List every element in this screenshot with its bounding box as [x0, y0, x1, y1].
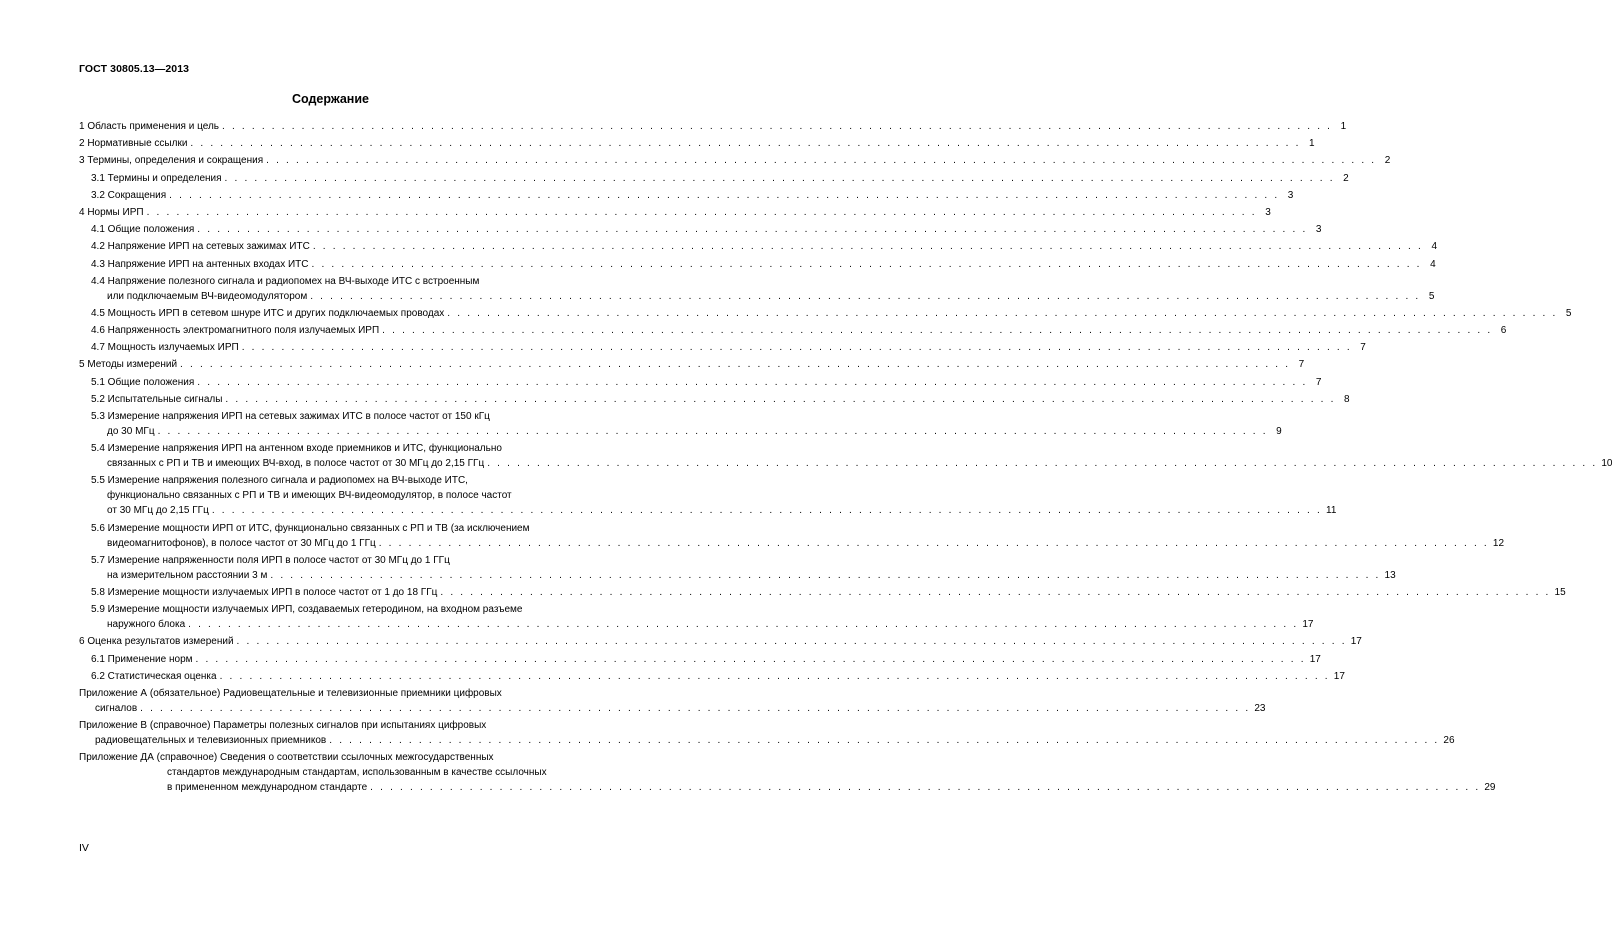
toc-page-number: 29 — [1484, 782, 1496, 794]
toc-entry-text: 5.8 Измерение мощности излучаемых ИРП в полосе частот от 1 до 18 ГГц — [91, 586, 438, 598]
toc-entry[interactable] — [79, 553, 1396, 583]
toc-page-number: 17 — [1302, 619, 1314, 631]
dot-leader: . . . . . . . . . . . . . . . . . . . . . . . . . . . . . . . . . . . . . . . . . . . . . . . . . . . . . . . . . . . . . . . . . . . . . . . . . . . . . . . . . . . . . . . . . . . . . . . . . . . . . . . . . . . . . . . . — [169, 189, 1280, 201]
toc-page-number: 12 — [1492, 537, 1505, 549]
toc-entry-text: 5 Методы измерений — [79, 359, 178, 371]
toc-entry[interactable] — [79, 222, 1322, 237]
toc-entry-text: наружного блока — [107, 619, 186, 631]
dot-leader: . . . . . . . . . . . . . . . . . . . . . . . . . . . . . . . . . . . . . . . . . . . . . . . . . . . . . . . . . . . . . . . . . . . . . . . . . . . . . . . . . . . . . . . . . . . . . . . . . . . . . . . . . . . . . . . . — [157, 426, 1268, 437]
dot-leader: . . . . . . . . . . . . . . . . . . . . . . . . . . . . . . . . . . . . . . . . . . . . . . . . . . . . . . . . . . . . . . . . . . . . . . . . . . . . . . . . . . . . . . . . . . . . . . . . . . . . . . . . . . . . . . . . — [188, 619, 1299, 631]
toc-page-number: 2 — [1343, 172, 1349, 184]
dot-leader: . . . . . . . . . . . . . . . . . . . . . . . . . . . . . . . . . . . . . . . . . . . . . . . . . . . . . . . . . . . . . . . . . . . . . . . . . . . . . . . . . . . . . . . . . . . . . . . . . . . . . . . . . . . . . . . . — [224, 172, 1335, 184]
toc-entry-text: 5.1 Общие положения — [91, 376, 195, 388]
toc-entry-text: 5.7 Измерение напряженности поля ИРП в полосе частот от 30 МГц до 1 ГГц — [91, 554, 450, 566]
toc-page-number: 7 — [1298, 359, 1305, 371]
toc-entry-text: или подключаемым ВЧ-видеомодулятором — [107, 290, 308, 302]
toc-page-number: 7 — [1315, 376, 1322, 388]
dot-leader: . . . . . . . . . . . . . . . . . . . . . . . . . . . . . . . . . . . . . . . . . . . . . . . . . . . . . . . . . . . . . . . . . . . . . . . . . . . . . . . . . . . . . . . . . . . . . . . . . . . . . . . . . . . . . . . . — [197, 224, 1308, 236]
toc-page-number: 8 — [1344, 393, 1350, 405]
dot-leader: . . . . . . . . . . . . . . . . . . . . . . . . . . . . . . . . . . . . . . . . . . . . . . . . . . . . . . . . . . . . . . . . . . . . . . . . . . . . . . . . . . . . . . . . . . . . . . . . . . . . . . . . . . . . . . . . — [219, 670, 1330, 682]
toc-entry-text: 4 Нормы ИРП — [79, 206, 144, 218]
toc-entry-text: 4.3 Напряжение ИРП на антенных входах ИТС — [91, 258, 309, 270]
toc-entry-text: 1 Область применения и цель — [79, 121, 219, 132]
toc-entry-text: в примененном международном стандарте — [167, 782, 368, 794]
toc-page-number: 10 — [1601, 458, 1613, 470]
toc-entry[interactable] — [79, 652, 1321, 667]
toc-page-number: 3 — [1287, 189, 1294, 201]
toc-entry-text: 4.6 Напряженность электромагнитного поля излучаемых ИРП — [91, 325, 380, 337]
toc-entry-text: Приложение В (справочное) Параметры полезных сигналов при испытаниях цифровых — [79, 720, 487, 732]
toc-entry-text: 5.4 Измерение напряжения ИРП на антенном входе приемников и ИТС, функционально — [91, 443, 502, 455]
toc-entry-text: 5.5 Измерение напряжения полезного сигнала и радиопомех на ВЧ-выходе ИТС, — [91, 475, 468, 487]
toc-entry[interactable] — [79, 375, 1322, 390]
dot-leader: . . . . . . . . . . . . . . . . . . . . . . . . . . . . . . . . . . . . . . . . . . . . . . . . . . . . . . . . . . . . . . . . . . . . . . . . . . . . . . . . . . . . . . . . . . . . . . . . . . . . . . . . . . . . . . . . — [370, 782, 1481, 794]
toc-entry[interactable] — [79, 153, 1391, 168]
dot-leader: . . . . . . . . . . . . . . . . . . . . . . . . . . . . . . . . . . . . . . . . . . . . . . . . . . . . . . . . . . . . . . . . . . . . . . . . . . . . . . . . . . . . . . . . . . . . . . . . . . . . . . . . . . . . . . . . — [487, 458, 1598, 470]
toc-entry[interactable] — [79, 392, 1350, 407]
dot-leader: . . . . . . . . . . . . . . . . . . . . . . . . . . . . . . . . . . . . . . . . . . . . . . . . . . . . . . . . . . . . . . . . . . . . . . . . . . . . . . . . . . . . . . . . . . . . . . . . . . . . . . . . . . . . . . . . — [140, 702, 1251, 714]
dot-leader: . . . . . . . . . . . . . . . . . . . . . . . . . . . . . . . . . . . . . . . . . . . . . . . . . . . . . . . . . . . . . . . . . . . . . . . . . . . . . . . . . . . . . . . . . . . . . . . . . . . . . . . . . . . . . . . . — [211, 505, 1322, 517]
document-code: ГОСТ 30805.13—2013 — [79, 63, 190, 75]
toc-entry-text: 3.2 Сокращения — [91, 189, 167, 201]
toc-entry[interactable] — [79, 750, 1496, 795]
toc-entry-text: 2 Нормативные ссылки — [79, 138, 188, 150]
toc-entry[interactable] — [79, 718, 1455, 748]
toc-entry-text: 6.1 Применение норм — [91, 653, 193, 665]
toc-entry[interactable] — [79, 409, 1282, 439]
toc-entry[interactable] — [79, 306, 1572, 321]
dot-leader: . . . . . . . . . . . . . . . . . . . . . . . . . . . . . . . . . . . . . . . . . . . . . . . . . . . . . . . . . . . . . . . . . . . . . . . . . . . . . . . . . . . . . . . . . . . . . . . . . . . . . . . . . . . . . . . . — [447, 307, 1558, 319]
toc-page-number: 4 — [1431, 241, 1437, 253]
toc-entry[interactable] — [79, 521, 1505, 551]
toc-page-number: 9 — [1276, 426, 1282, 437]
table-of-contents — [79, 119, 1613, 797]
toc-page-number: 17 — [1333, 670, 1345, 682]
toc-page-number: 6 — [1500, 325, 1507, 337]
toc-page-number: 1 — [1309, 138, 1315, 150]
dot-leader: . . . . . . . . . . . . . . . . . . . . . . . . . . . . . . . . . . . . . . . . . . . . . . . . . . . . . . . . . . . . . . . . . . . . . . . . . . . . . . . . . . . . . . . . . . . . . . . . . . . . . . . . . . . . . . . . — [270, 569, 1381, 581]
toc-entry-text: 3.1 Термины и определения — [91, 172, 222, 184]
toc-page-number: 4 — [1430, 258, 1436, 270]
toc-page-number: 11 — [1326, 505, 1337, 517]
toc-entry[interactable] — [79, 171, 1349, 186]
toc-entry[interactable] — [79, 239, 1437, 254]
toc-entry[interactable] — [79, 188, 1294, 203]
toc-entry[interactable] — [79, 473, 1337, 518]
toc-page-number: 23 — [1254, 702, 1266, 714]
toc-page-number: 5 — [1565, 307, 1572, 319]
toc-entry-text: 5.6 Измерение мощности ИРП от ИТС, функционально связанных с РП и ТВ (за исключением — [91, 522, 530, 534]
toc-entry-text: 6.2 Статистическая оценка — [91, 670, 217, 682]
toc-entry-text: Приложение ДА (справочное) Сведения о соответствии ссылочных межгосударственных — [79, 752, 494, 764]
toc-page-number: 1 — [1340, 121, 1347, 132]
dot-leader: . . . . . . . . . . . . . . . . . . . . . . . . . . . . . . . . . . . . . . . . . . . . . . . . . . . . . . . . . . . . . . . . . . . . . . . . . . . . . . . . . . . . . . . . . . . . . . . . . . . . . . . . . . . . . . . . — [190, 138, 1301, 150]
dot-leader: . . . . . . . . . . . . . . . . . . . . . . . . . . . . . . . . . . . . . . . . . . . . . . . . . . . . . . . . . . . . . . . . . . . . . . . . . . . . . . . . . . . . . . . . . . . . . . . . . . . . . . . . . . . . . . . . — [236, 636, 1347, 648]
toc-entry-text: 4.1 Общие положения — [91, 224, 195, 236]
toc-entry-text: на измерительном расстоянии 3 м — [107, 569, 268, 581]
toc-entry-text: до 30 МГц — [107, 426, 155, 437]
toc-entry-text: 4.5 Мощность ИРП в сетевом шнуре ИТС и других подключаемых проводах — [91, 307, 445, 319]
toc-page-number: 15 — [1554, 586, 1566, 598]
dot-leader: . . . . . . . . . . . . . . . . . . . . . . . . . . . . . . . . . . . . . . . . . . . . . . . . . . . . . . . . . . . . . . . . . . . . . . . . . . . . . . . . . . . . . . . . . . . . . . . . . . . . . . . . . . . . . . . . — [382, 325, 1493, 337]
toc-entry-text: 5.9 Измерение мощности излучаемых ИРП, создаваемых гетеродином, на входном разъеме — [91, 604, 523, 616]
toc-entry-text: радиовещательных и телевизионных приемников — [95, 735, 327, 747]
dot-leader: . . . . . . . . . . . . . . . . . . . . . . . . . . . . . . . . . . . . . . . . . . . . . . . . . . . . . . . . . . . . . . . . . . . . . . . . . . . . . . . . . . . . . . . . . . . . . . . . . . . . . . . . . . . . . . . . — [146, 206, 1257, 218]
toc-entry-text: функционально связанных с РП и ТВ и имеющих ВЧ-видеомодулятор, в полосе частот — [107, 490, 512, 502]
page-number: IV — [79, 842, 89, 854]
dot-leader: . . . . . . . . . . . . . . . . . . . . . . . . . . . . . . . . . . . . . . . . . . . . . . . . . . . . . . . . . . . . . . . . . . . . . . . . . . . . . . . . . . . . . . . . . . . . . . . . . . . . . . . . . . . . . . . . — [195, 653, 1306, 665]
toc-entry-text: связанных с РП и ТВ и имеющих ВЧ-вход, в полосе частот от 30 МГц до 2,15 ГГц — [107, 458, 485, 470]
toc-page-number: 26 — [1443, 735, 1455, 747]
toc-entry[interactable] — [79, 686, 1266, 716]
toc-entry-text: от 30 МГц до 2,15 ГГц — [107, 505, 209, 517]
page-title: Содержание — [291, 92, 369, 106]
toc-entry-text: 4.2 Напряжение ИРП на сетевых зажимах ИТС — [91, 241, 310, 253]
dot-leader: . . . . . . . . . . . . . . . . . . . . . . . . . . . . . . . . . . . . . . . . . . . . . . . . . . . . . . . . . . . . . . . . . . . . . . . . . . . . . . . . . . . . . . . . . . . . . . . . . . . . . . . . . . . . . . . . — [378, 537, 1489, 549]
toc-page-number: 17 — [1350, 636, 1362, 648]
dot-leader: . . . . . . . . . . . . . . . . . . . . . . . . . . . . . . . . . . . . . . . . . . . . . . . . . . . . . . . . . . . . . . . . . . . . . . . . . . . . . . . . . . . . . . . . . . . . . . . . . . . . . . . . . . . . . . . . — [440, 586, 1551, 598]
toc-entry[interactable] — [79, 357, 1305, 372]
toc-page-number: 17 — [1309, 653, 1321, 665]
toc-entry-text: стандартов международным стандартам, использованным в качестве ссылочных — [167, 767, 547, 779]
dot-leader: . . . . . . . . . . . . . . . . . . . . . . . . . . . . . . . . . . . . . . . . . . . . . . . . . . . . . . . . . . . . . . . . . . . . . . . . . . . . . . . . . . . . . . . . . . . . . . . . . . . . . . . . . . . . . . . . — [225, 393, 1336, 405]
toc-entry[interactable] — [79, 602, 1314, 632]
toc-entry[interactable] — [79, 136, 1315, 151]
toc-entry[interactable] — [79, 119, 1347, 134]
toc-entry-text: 5.3 Измерение напряжения ИРП на сетевых зажимах ИТС в полосе частот от 150 кГц — [91, 411, 490, 422]
toc-entry[interactable] — [79, 441, 1613, 471]
toc-page-number: 2 — [1384, 155, 1391, 167]
toc-page-number: 7 — [1360, 342, 1366, 354]
toc-entry-text: 3 Термины, определения и сокращения — [79, 155, 264, 167]
toc-entry-text: 4.4 Напряжение полезного сигнала и радиопомех на ВЧ-выходе ИТС с встроенным — [91, 275, 480, 287]
toc-entry-text: Приложение А (обязательное) Радиовещательные и телевизионные приемники цифровых — [79, 687, 502, 699]
toc-page-number: 3 — [1265, 206, 1271, 218]
toc-entry-text: видеомагнитофонов), в полосе частот от 30 МГц до 1 ГГц — [107, 537, 376, 549]
toc-entry[interactable] — [79, 274, 1435, 304]
toc-entry[interactable] — [79, 205, 1271, 220]
toc-entry[interactable] — [79, 634, 1362, 649]
toc-page-number: 3 — [1315, 224, 1322, 236]
dot-leader: . . . . . . . . . . . . . . . . . . . . . . . . . . . . . . . . . . . . . . . . . . . . . . . . . . . . . . . . . . . . . . . . . . . . . . . . . . . . . . . . . . . . . . . . . . . . . . . . . . . . . . . . . . . . . . . . — [241, 342, 1352, 354]
dot-leader: . . . . . . . . . . . . . . . . . . . . . . . . . . . . . . . . . . . . . . . . . . . . . . . . . . . . . . . . . . . . . . . . . . . . . . . . . . . . . . . . . . . . . . . . . . . . . . . . . . . . . . . . . . . . . . . . — [197, 376, 1308, 388]
toc-page-number: 5 — [1428, 290, 1435, 302]
toc-entry-text: 6 Оценка результатов измерений — [79, 636, 234, 648]
dot-leader: . . . . . . . . . . . . . . . . . . . . . . . . . . . . . . . . . . . . . . . . . . . . . . . . . . . . . . . . . . . . . . . . . . . . . . . . . . . . . . . . . . . . . . . . . . . . . . . . . . . . . . . . . . . . . . . . — [310, 290, 1421, 302]
toc-entry-text: 5.2 Испытательные сигналы — [91, 393, 223, 405]
toc-entry-text: сигналов — [95, 702, 138, 714]
toc-entry[interactable] — [79, 323, 1507, 338]
toc-page-number: 13 — [1384, 569, 1396, 581]
dot-leader: . . . . . . . . . . . . . . . . . . . . . . . . . . . . . . . . . . . . . . . . . . . . . . . . . . . . . . . . . . . . . . . . . . . . . . . . . . . . . . . . . . . . . . . . . . . . . . . . . . . . . . . . . . . . . . . . — [329, 735, 1440, 747]
toc-entry[interactable] — [79, 585, 1566, 600]
dot-leader: . . . . . . . . . . . . . . . . . . . . . . . . . . . . . . . . . . . . . . . . . . . . . . . . . . . . . . . . . . . . . . . . . . . . . . . . . . . . . . . . . . . . . . . . . . . . . . . . . . . . . . . . . . . . . . . . — [180, 359, 1291, 371]
dot-leader: . . . . . . . . . . . . . . . . . . . . . . . . . . . . . . . . . . . . . . . . . . . . . . . . . . . . . . . . . . . . . . . . . . . . . . . . . . . . . . . . . . . . . . . . . . . . . . . . . . . . . . . . . . . . . . . . — [311, 258, 1422, 270]
toc-entry[interactable] — [79, 669, 1345, 684]
toc-entry-text: 4.7 Мощность излучаемых ИРП — [91, 342, 239, 354]
dot-leader: . . . . . . . . . . . . . . . . . . . . . . . . . . . . . . . . . . . . . . . . . . . . . . . . . . . . . . . . . . . . . . . . . . . . . . . . . . . . . . . . . . . . . . . . . . . . . . . . . . . . . . . . . . . . . . . . — [266, 155, 1377, 167]
toc-entry[interactable] — [79, 340, 1366, 355]
dot-leader: . . . . . . . . . . . . . . . . . . . . . . . . . . . . . . . . . . . . . . . . . . . . . . . . . . . . . . . . . . . . . . . . . . . . . . . . . . . . . . . . . . . . . . . . . . . . . . . . . . . . . . . . . . . . . . . . — [222, 121, 1333, 132]
dot-leader: . . . . . . . . . . . . . . . . . . . . . . . . . . . . . . . . . . . . . . . . . . . . . . . . . . . . . . . . . . . . . . . . . . . . . . . . . . . . . . . . . . . . . . . . . . . . . . . . . . . . . . . . . . . . . . . . — [312, 241, 1423, 253]
toc-entry[interactable] — [79, 257, 1436, 272]
